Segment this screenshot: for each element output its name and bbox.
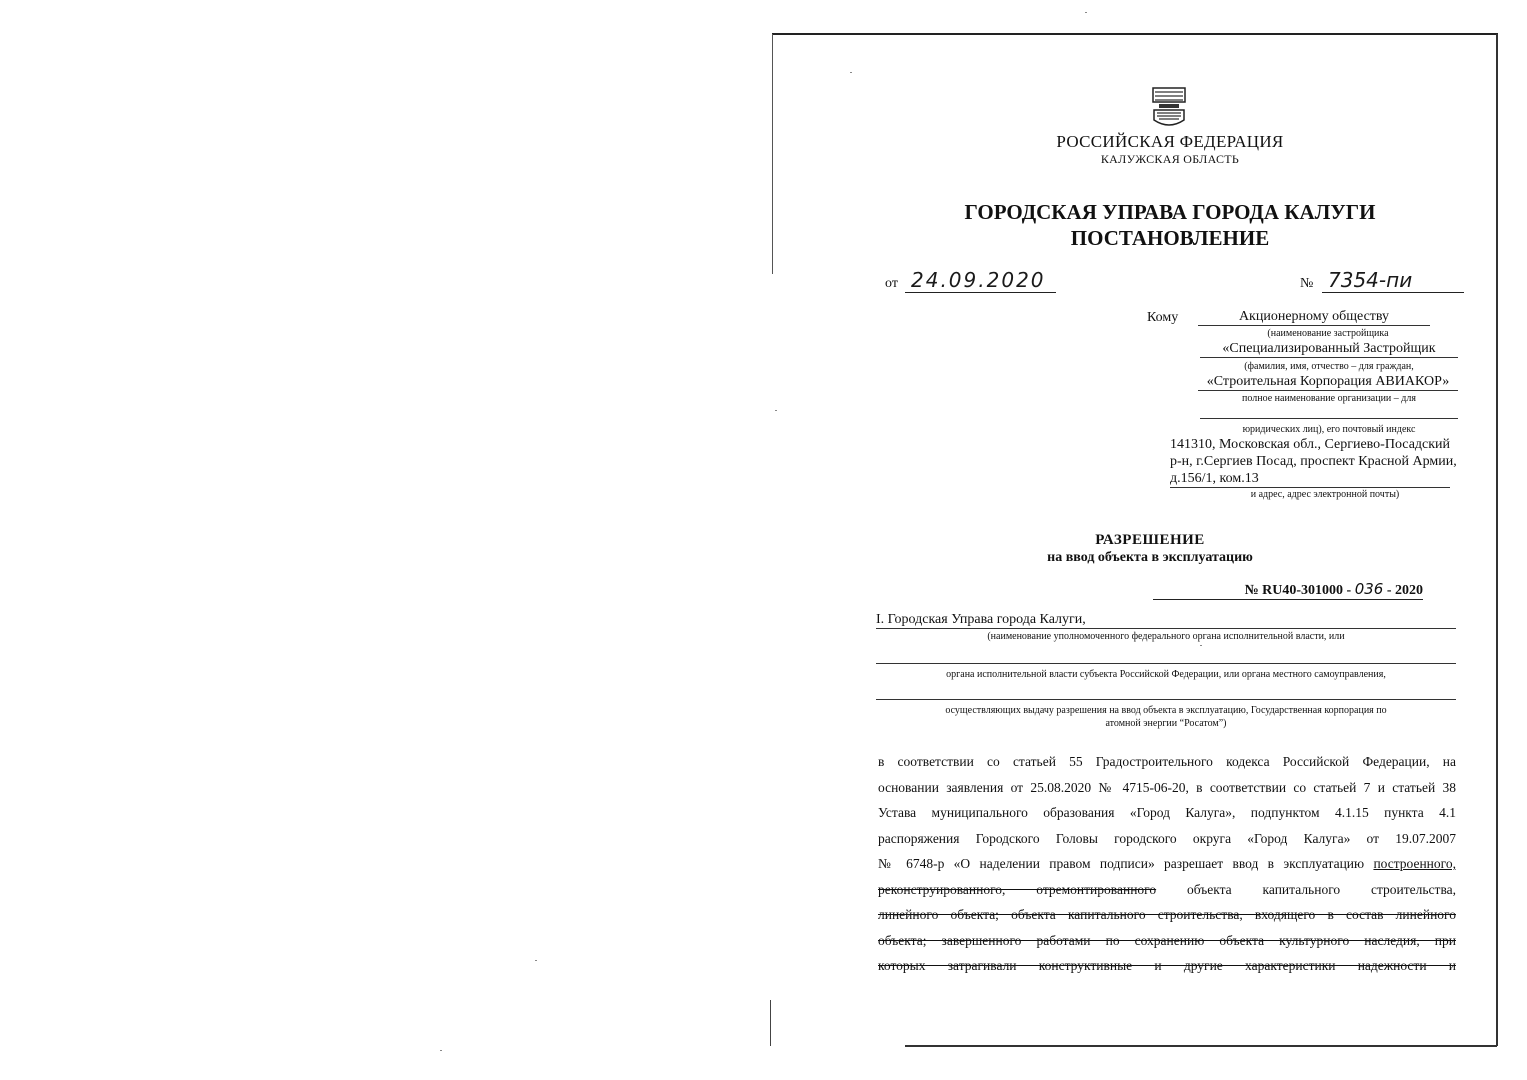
doc-type-heading: ПОСТАНОВЛЕНИЕ [1070, 226, 1270, 250]
recipient-caption-5: и адрес, адрес электронной почты) [1250, 489, 1400, 500]
body-line-1: в соответствии со статьей 55 Градостроительного кодекса Российской Федерации, на [878, 754, 1456, 769]
page-edge-left [772, 34, 773, 274]
permit-subtitle: на ввод объекта в эксплуатацию [1047, 550, 1253, 565]
recipient-label: Кому [1147, 310, 1179, 325]
body-text: объекта капитального строительства, [1186, 881, 1456, 897]
recipient-line-1: Акционерному обществу [1198, 309, 1430, 326]
reg-handwritten: 036 [1354, 580, 1384, 598]
permit-title: РАЗРЕШЕНИЕ [1095, 532, 1205, 548]
page-edge-left-lower [770, 1000, 771, 1046]
body-line-3: Устава муниципального образования «Город Калуга», подпунктом 4.1.15 пункта 4.1 [878, 805, 1456, 820]
recipient-caption-2: (фамилия, имя, отчество – для граждан, [1244, 361, 1414, 372]
recipient-line-2: «Специализированный Застройщик [1200, 341, 1458, 358]
body-line-7-struck: линейного объекта; объекта капитального строительства, входящего в состав линейного [878, 907, 1456, 922]
number-handwritten: 7354-пи [1322, 268, 1464, 293]
issuer-caption-2: органа исполнительной власти субъекта Российской Федерации, или органа местного самоуправления, [946, 669, 1386, 680]
country-heading: РОССИЙСКАЯ ФЕДЕРАЦИЯ [1056, 132, 1284, 151]
recipient-empty-line [1200, 418, 1458, 419]
recipient-address [1170, 436, 1470, 488]
body-line-8-struck: объекта; завершенного работами по сохранению объекта культурного наследия, при [878, 932, 1456, 948]
authority-heading: ГОРОДСКАЯ УПРАВА ГОРОДА КАЛУГИ [964, 200, 1376, 224]
issuer-caption-1: (наименование уполномоченного федерального органа исполнительной власти, или [987, 631, 1345, 642]
address-line: д.156/1, ком.13 [1170, 470, 1450, 488]
date-label: от [885, 276, 898, 291]
body-line-6 [878, 877, 1456, 903]
reg-prefix: № RU40-301000 - [1244, 583, 1352, 598]
page-edge-top [772, 33, 1498, 35]
body-line-2: основании заявления от 25.08.2020 № 4715-06-20, в соответствии со статьей 7 и статьей 38 [878, 779, 1456, 795]
issuer-line: I. Городская Управа города Калуги, [876, 612, 1456, 629]
address-line: р-н, г.Сергиев Посад, проспект Красной Армии, [1170, 454, 1457, 469]
number-label: № [1300, 276, 1314, 291]
recipient-caption-1: (наименование застройщика [1267, 328, 1389, 339]
recipient-caption-3: полное наименование организации – для [1242, 393, 1416, 404]
address-line: 141310, Московская обл., Сергиево-Посадский [1170, 437, 1451, 452]
struck-options: реконструированного, отремонтированного [878, 881, 1157, 897]
underlined-option: построенного, [1373, 856, 1456, 871]
permit-registration-number [1153, 580, 1423, 600]
body-text: № 6748-р «О наделении правом подписи» разрешает ввод в эксплуатацию [878, 856, 1365, 871]
date-handwritten: 24.09.2020 [905, 268, 1056, 293]
issuer-caption-3: осуществляющих выдачу разрешения на ввод объекта в эксплуатацию, Государственная корпорация по [945, 705, 1387, 716]
body-line-4: распоряжения Городского Головы городского округа «Город Калуга» от 19.07.2007 [878, 830, 1456, 846]
coat-of-arms-icon [1151, 86, 1187, 128]
body-line-9-struck: которых затрагивали конструктивные и другие характеристики надежности и [878, 958, 1456, 973]
page-edge-bottom [905, 1045, 1497, 1047]
issuer-empty-line-2 [876, 699, 1456, 700]
recipient-caption-4: юридических лиц), его почтовый индекс [1242, 424, 1416, 435]
body-paragraph [878, 749, 1456, 979]
reg-suffix: - 2020 [1386, 583, 1423, 598]
body-line-5 [878, 851, 1456, 877]
issuer-caption-3b: атомной энергии “Росатом”) [1105, 718, 1227, 729]
recipient-line-3: «Строительная Корпорация АВИАКОР» [1198, 374, 1458, 391]
region-heading: КАЛУЖСКАЯ ОБЛАСТЬ [1100, 152, 1240, 166]
page-edge-right [1496, 34, 1498, 1046]
issuer-empty-line-1 [876, 663, 1456, 664]
